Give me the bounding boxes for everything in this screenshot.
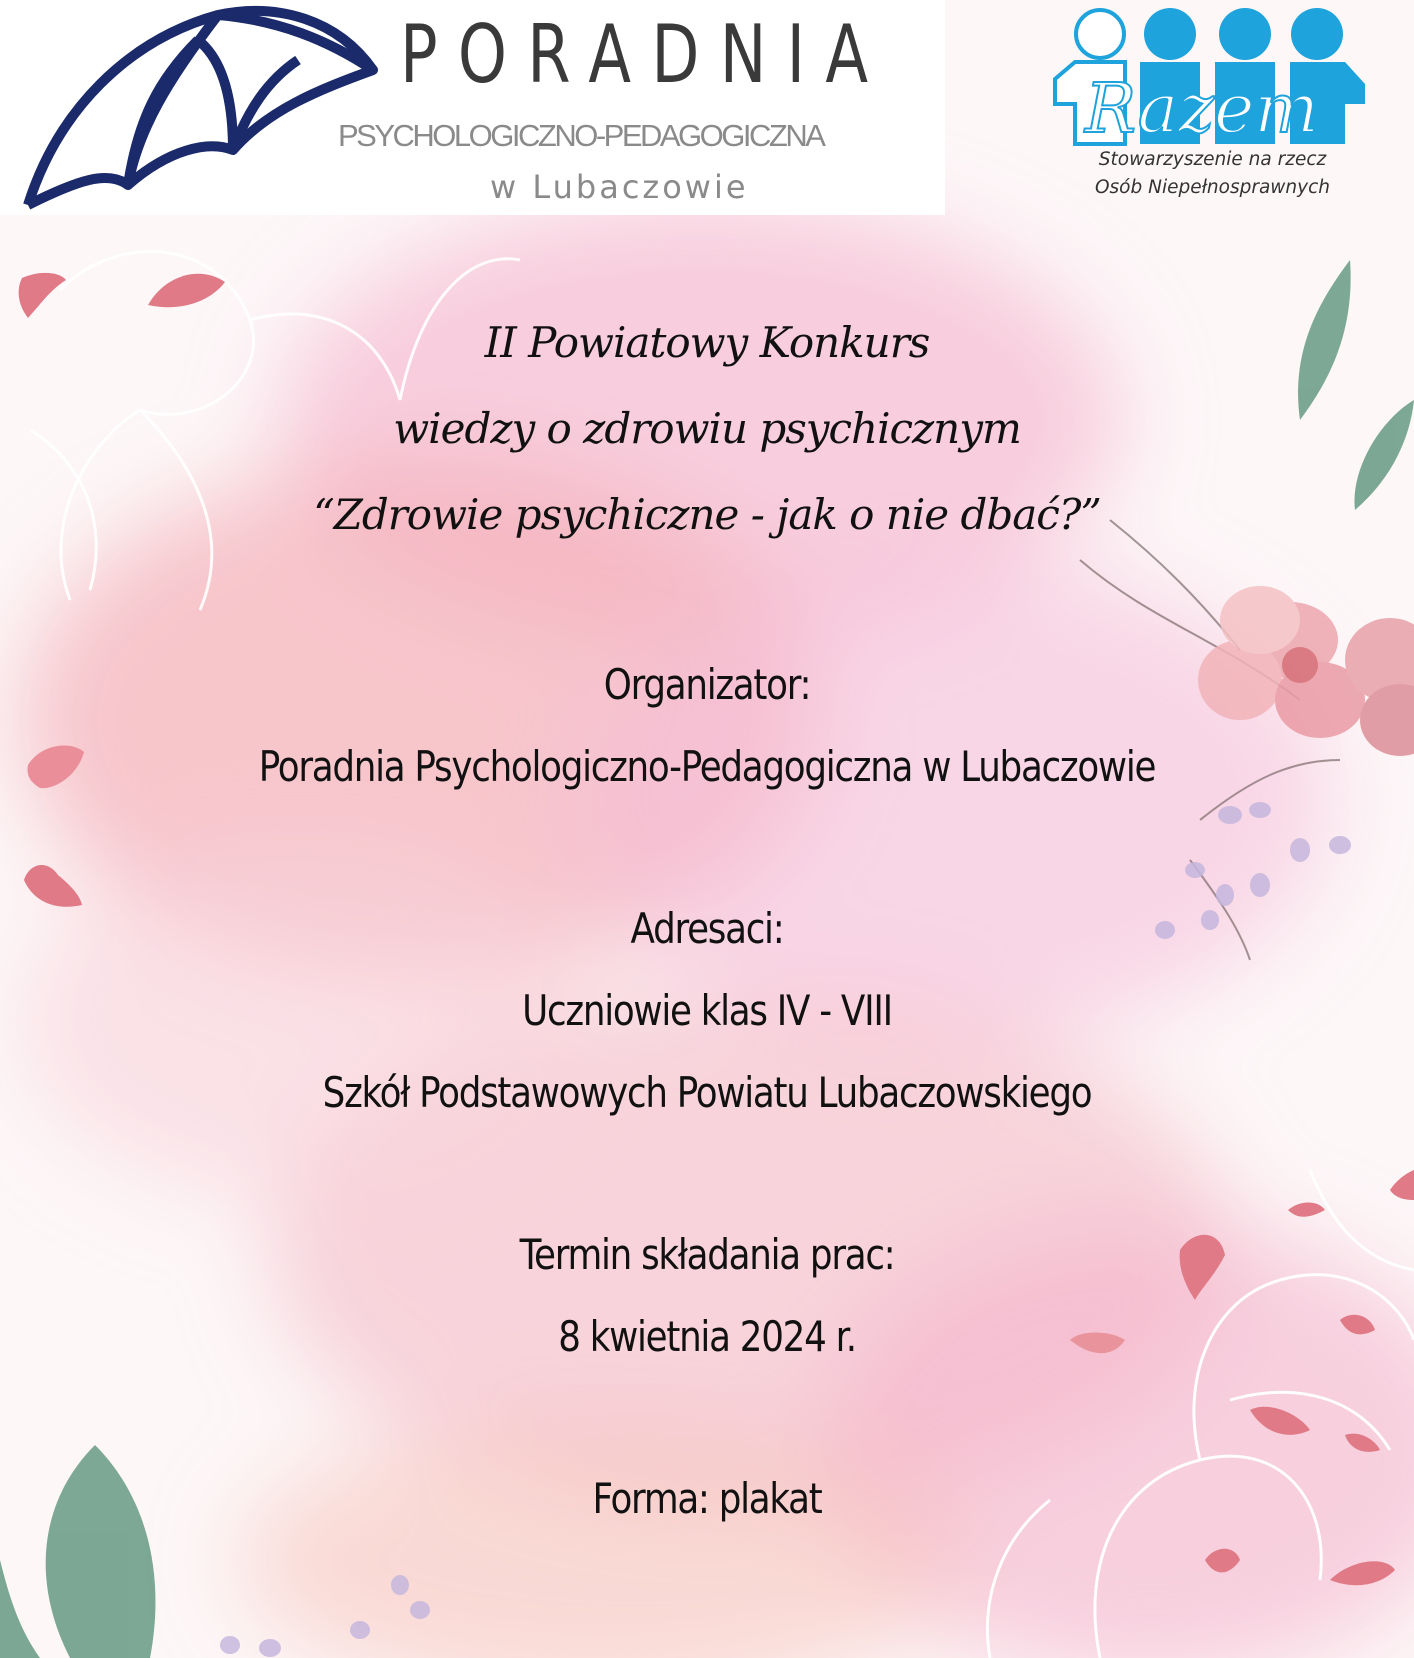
poradnia-logo — [0, 0, 945, 215]
poradnia-subtitle: PSYCHOLOGICZNO-PEDAGOGICZNA — [338, 118, 824, 153]
poradnia-city: w Lubaczowie — [490, 168, 749, 206]
organizer-value: Poradnia Psychologiczno-Pedagogiczna w Lubaczowie — [258, 742, 1156, 791]
razem-name: Razem — [1085, 70, 1319, 149]
recipients-line2: Szkół Podstawowych Powiatu Lubaczowskiego — [322, 1068, 1092, 1117]
umbrella-icon — [18, 0, 378, 215]
razem-caption-line1: Stowarzyszenie na rzecz — [1098, 149, 1327, 170]
recipients-label: Adresaci: — [630, 904, 784, 953]
razem-caption — [1040, 146, 1385, 202]
razem-caption-line2: Osób Niepełnosprawnych — [1094, 177, 1330, 198]
contest-title-line3: “Zdrowie psychiczne - jak o nie dbać?” — [313, 490, 1101, 539]
poster-content — [0, 300, 1414, 1540]
razem-logo — [1045, 4, 1385, 149]
organizer-label: Organizator: — [603, 660, 811, 709]
deadline-value: 8 kwietnia 2024 r. — [558, 1312, 856, 1361]
recipients-line1: Uczniowie klas IV - VIII — [522, 986, 892, 1035]
contest-title-line1: II Powiatowy Konkurs — [484, 318, 930, 367]
deadline-label: Termin składania prac: — [519, 1230, 895, 1279]
poradnia-title: PORADNIA — [400, 8, 889, 101]
form-text: Forma: plakat — [592, 1474, 822, 1523]
contest-title-line2: wiedzy o zdrowiu psychicznym — [393, 404, 1021, 453]
